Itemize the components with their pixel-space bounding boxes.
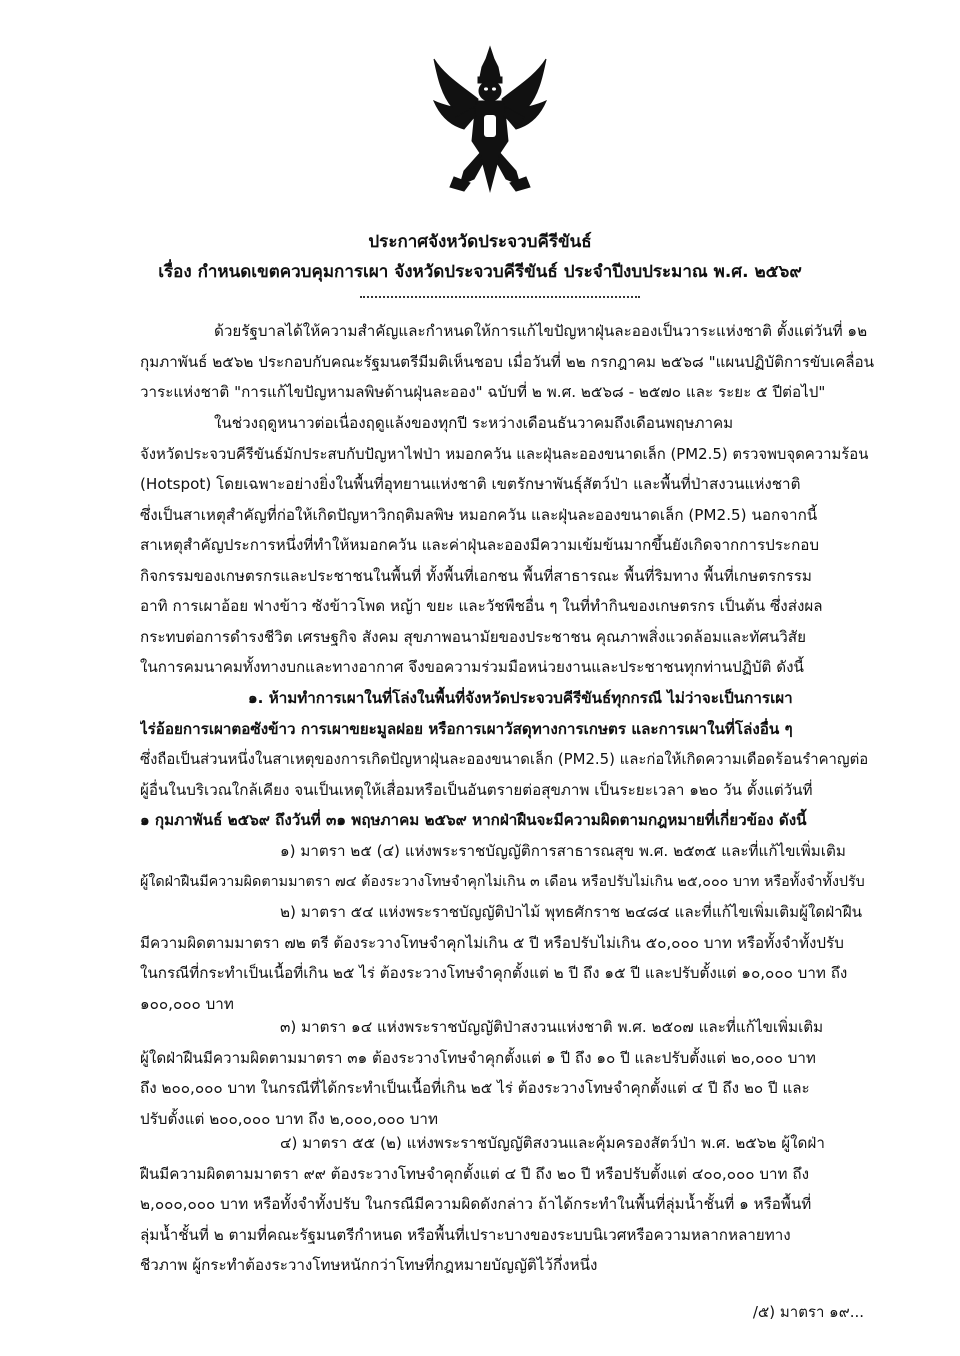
paragraph-prohibition [140,683,874,836]
paragraph-intro [140,316,874,408]
text-line: ๓) มาตรา ๑๔ แห่งพระราชบัญญัติป่าสงวนแห่งชาติ พ.ศ. ๒๕๐๗ และที่แก้ไขเพิ่มเติม [280,1018,824,1036]
text-line: ปรับตั้งแต่ ๒๐๐,๐๐๐ บาท ถึง ๒,๐๐๐,๐๐๐ บาท [140,1109,438,1128]
page-continuation: /๕) มาตรา ๑๙... [752,1303,864,1321]
paragraph-background [140,408,874,683]
text-line: (Hotspot) โดยเฉพาะอย่างยิ่งในพื้นที่อุทยานแห่งชาติ เขตรักษาพันธุ์สัตว์ป่า และพื้นที่ป่าสงวนแห่งชาติ [140,475,801,493]
text-line: อาทิ การเผาอ้อย ฟางข้าว ซังข้าวโพด หญ้า ขยะ และวัชพืชอื่น ๆ ในที่ทำกินของเกษตรกร เป็นต้น ซึ่งส่งผล [140,597,823,615]
text-line: มีความผิดตามมาตรา ๗๒ ตรี ต้องระวางโทษจำคุกไม่เกิน ๕ ปี หรือปรับไม่เกิน ๕๐,๐๐๐ บาท หรือทั้งจำทั้งปรับ [140,933,844,952]
text-line: ๒,๐๐๐,๐๐๐ บาท หรือทั้งจำทั้งปรับ ในกรณีมีความผิดดังกล่าว ถ้าได้กระทำในพื้นที่ลุ่มน้ำชั้นที่ ๑ หรือพื้นที่ [140,1195,812,1213]
text-line: ๑ กุมภาพันธ์ ๒๕๖๙ ถึงวันที่ ๓๑ พฤษภาคม ๒๕๖๙ หากฝ่าฝืนจะมีความผิดตามกฎหมายที่เกี่ยวข้อง ดังนี้ [140,811,807,829]
text-line: กิจกรรมของเกษตรกรและประชาชนในพื้นที่ ทั้งพื้นที่เอกชน พื้นที่สาธารณะ พื้นที่ริมทาง พื้นที่เกษตรกรรม [140,566,812,585]
text-line: ๒) มาตรา ๕๔ แห่งพระราชบัญญัติป่าไม้ พุทธศักราช ๒๔๘๔ และที่แก้ไขเพิ่มเติมผู้ใดฝ่าฝืน [280,903,862,921]
text-line: ซึ่งเป็นสาเหตุสำคัญที่ก่อให้เกิดปัญหาวิกฤติมลพิษ หมอกควัน และฝุ่นละอองขนาดเล็ก (PM2.5) นอกจากนี้ [140,505,818,524]
legal-item-4 [140,1128,874,1281]
text-line: ในการคมนาคมทั้งทางบกและทางอากาศ จึงขอความร่วมมือหน่วยงานและประชาชนทุกท่านปฏิบัติ ดังนี้ [140,658,804,676]
text-line: จังหวัดประจวบคีรีขันธ์มักประสบกับปัญหาไฟป่า หมอกควัน และฝุ่นละอองขนาดเล็ก (PM2.5) ตรวจพบจุดความร้อน [140,444,869,463]
text-line: ในกรณีที่กระทำเป็นเนื้อที่เกิน ๒๕ ไร่ ต้องระวางโทษจำคุกตั้งแต่ ๒ ปี ถึง ๑๕ ปี และปรับตั้งแต่ ๑๐,๐๐๐ บาท ถึง [140,964,848,982]
text-line: ผู้ใดฝ่าฝืนมีความผิดตามมาตรา ๓๑ ต้องระวางโทษจำคุกตั้งแต่ ๑ ปี ถึง ๑๐ ปี และปรับตั้งแต่ ๒๐,๐๐๐ บาท [140,1048,816,1067]
text-line: ในช่วงฤดูหนาวต่อเนื่องฤดูแล้งของทุกปี ระหว่างเดือนธันวาคมถึงเดือนพฤษภาคม [214,414,734,432]
text-line: ด้วยรัฐบาลได้ให้ความสำคัญและกำหนดให้การแก้ไขปัญหาฝุ่นละอองเป็นวาระแห่งชาติ ตั้งแต่วันที่ ๑๒ [214,322,868,340]
text-line: ซึ่งถือเป็นส่วนหนึ่งในสาเหตุของการเกิดปัญหาฝุ่นละอองขนาดเล็ก (PM2.5) และก่อให้เกิดความเดือดร้อนรำคาญต่อ [140,750,869,768]
text-line: กุมภาพันธ์ ๒๕๖๒ ประกอบกับคณะรัฐมนตรีมีมติเห็นชอบ เมื่อวันที่ ๒๒ กรกฎาคม ๒๕๖๘ "แผนปฏิบัติการขับเคลื่อน [140,352,874,371]
announcement-subject: เรื่อง กำหนดเขตควบคุมการเผา จังหวัดประจวบคีรีขันธ์ ประจำปีงบประมาณ พ.ศ. ๒๕๖๙ [158,262,802,282]
text-line: ๑๐๐,๐๐๐ บาท [140,994,234,1013]
text-line: ไร่อ้อยการเผาตอซังข้าว การเผาขยะมูลฝอย หรือการเผาวัสดุทางการเกษตร และการเผาในที่โล่งอื่น ๆ [140,719,793,738]
text-line: ลุ่มน้ำชั้นที่ ๒ ตามที่คณะรัฐมนตรีกำหนด หรือพื้นที่เปราะบางของระบบนิเวศหรือความหลากหลายทาง [140,1225,791,1244]
legal-item-1 [140,836,874,897]
legal-item-2 [140,897,874,1019]
text-line: ฝืนมีความผิดตามมาตรา ๙๙ ต้องระวางโทษจำคุกตั้งแต่ ๔ ปี ถึง ๒๐ ปี หรือปรับตั้งแต่ ๔๐๐,๐๐๐ บาท ถึง [140,1164,809,1183]
text-line: ๑) มาตรา ๒๕ (๔) แห่งพระราชบัญญัติการสาธารณสุข พ.ศ. ๒๕๓๕ และที่แก้ไขเพิ่มเติม [280,842,846,860]
dotted-separator [360,296,640,298]
garuda-emblem-icon [430,45,550,195]
text-line: ผู้ใดฝ่าฝืนมีความผิดตามมาตรา ๗๔ ต้องระวางโทษจำคุกไม่เกิน ๓ เดือน หรือปรับไม่เกิน ๒๕,๐๐๐ บาท หรือทั้งจำทั้งปรับ [140,873,865,890]
text-line: ๔) มาตรา ๕๕ (๒) แห่งพระราชบัญญัติสงวนและคุ้มครองสัตว์ป่า พ.ศ. ๒๕๖๒ ผู้ใดฝ่า [280,1134,825,1152]
text-line: ถึง ๒๐๐,๐๐๐ บาท ในกรณีที่ได้กระทำเป็นเนื้อที่เกิน ๒๕ ไร่ ต้องระวางโทษจำคุกตั้งแต่ ๔ ปี ถึง ๒๐ ปี และ [140,1079,810,1097]
text-line: ผู้อื่นในบริเวณใกล้เคียง จนเป็นเหตุให้เสื่อมหรือเป็นอันตรายต่อสุขภาพ เป็นระยะเวลา ๑๒๐ วัน ตั้งแต่วันที่ [140,780,813,799]
text-line: ๑. ห้ามทำการเผาในที่โล่งในพื้นที่จังหวัดประจวบคีรีขันธ์ทุกกรณี ไม่ว่าจะเป็นการเผา [248,689,793,707]
text-line: กระทบต่อการดำรงชีวิต เศรษฐกิจ สังคม สุขภาพอนามัยของประชาชน คุณภาพสิ่งแวดล้อมและทัศนวิสัย [140,627,806,646]
text-line: วาระแห่งชาติ "การแก้ไขปัญหามลพิษด้านฝุ่นละออง" ฉบับที่ ๒ พ.ศ. ๒๕๖๘ - ๒๕๗๐ และ ระยะ ๕ ปีต่อไป" [140,383,826,401]
text-line: สาเหตุสำคัญประการหนึ่งที่ทำให้หมอกควัน และค่าฝุ่นละอองมีความเข้มข้นมากขึ้นยังเกิดจากการประกอบ [140,536,820,554]
text-line: ชีวภาพ ผู้กระทำต้องระวางโทษหนักกว่าโทษที่กฎหมายบัญญัติไว้กึ่งหนึ่ง [140,1256,598,1274]
announcement-title: ประกาศจังหวัดประจวบคีรีขันธ์ [368,232,592,252]
legal-item-3 [140,1012,874,1134]
